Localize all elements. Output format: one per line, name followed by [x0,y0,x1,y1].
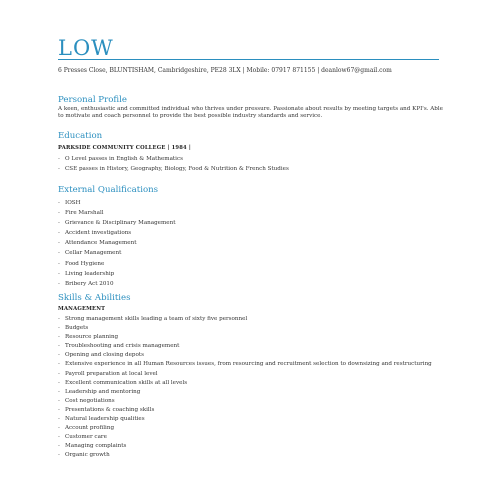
list-item: - Grievance & Disciplinary Management [58,218,175,228]
list-item: - Food Hygiene [58,259,175,269]
skills-list [58,315,448,461]
list-item: - Excellent communication skills at all levels [58,379,448,388]
list-item: - Extensive experience in all Human Resources issues, from resourcing and recruitment selection to downsizing and restructuring [58,360,448,369]
list-item: - Strong management skills leading a team of sixty five personnel [58,315,448,324]
list-item: - Organic growth [58,451,448,460]
personal-profile-text: A keen, enthusiastic and committed individual who thrives under pressure. Passionate about results by meeting targets and KPI's. Able to motivate and coach personnel to provide the best possible industry standards and service. [58,106,443,119]
education-list [58,154,289,174]
list-item: - IOSH [58,198,175,208]
education-heading: Education [58,131,103,141]
list-item: - Managing complaints [58,442,448,451]
contact-line: 6 Presses Close, BLUNTISHAM, Cambridgeshire, PE28 3LX | Mobile: 07917 871155 | deanlow67@gmail.com [58,67,392,74]
candidate-name: LOW [58,36,114,60]
list-item: - Payroll preparation at local level [58,370,448,379]
list-item: - Customer care [58,433,448,442]
list-item: - Troubleshooting and crisis management [58,342,448,351]
external-qualifications-heading: External Qualifications [58,185,159,195]
list-item: - Accident investigations [58,228,175,238]
external-qualifications-list [58,198,175,289]
list-item: - Living leadership [58,269,175,279]
header-divider [58,59,439,60]
list-item: - Opening and closing depots [58,351,448,360]
skills-subtitle: MANAGEMENT [58,306,106,312]
list-item: - Presentations & coaching skills [58,406,448,415]
personal-profile-heading: Personal Profile [58,95,127,105]
list-item: - CSE passes in History, Geography, Biology, Food & Nutrition & French Studies [58,164,289,174]
list-item: - Leadership and mentoring [58,388,448,397]
education-school: PARKSIDE COMMUNITY COLLEGE | 1984 | [58,145,191,151]
list-item: - Cost negotiations [58,397,448,406]
list-item: - Fire Marshall [58,208,175,218]
list-item: - Resource planning [58,333,448,342]
list-item: - Natural leadership qualities [58,415,448,424]
list-item: - Attendance Management [58,238,175,248]
skills-heading: Skills & Abilities [58,293,131,303]
list-item: - Cellar Management [58,248,175,258]
list-item: - O Level passes in English & Mathematics [58,154,289,164]
list-item: - Account profiling [58,424,448,433]
list-item: - Budgets [58,324,448,333]
list-item: - Bribery Act 2010 [58,279,175,289]
